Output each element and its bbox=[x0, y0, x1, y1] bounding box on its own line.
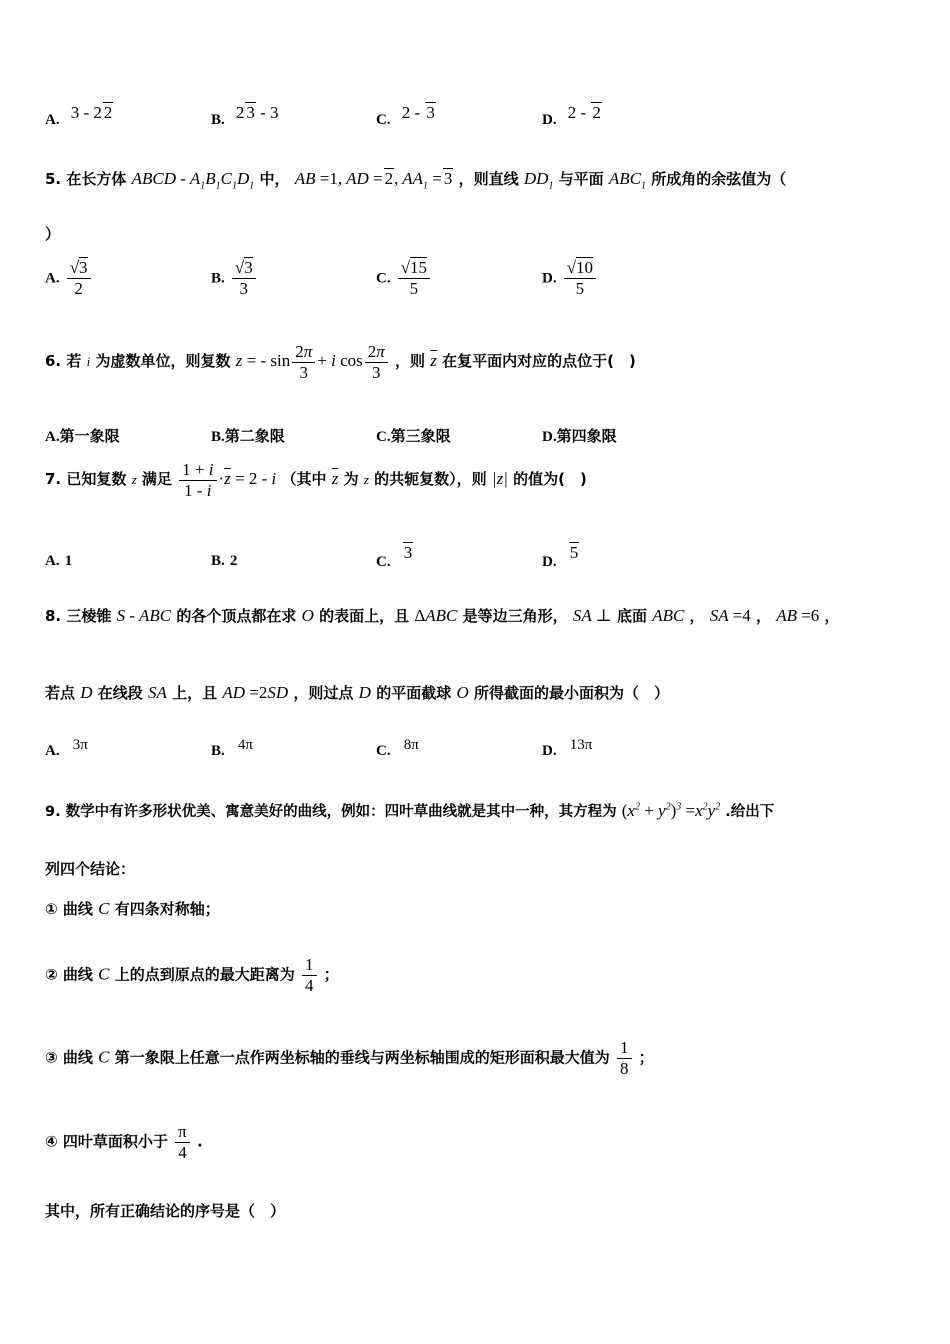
q7-option-c: C. 3 bbox=[376, 543, 413, 570]
q8-option-a: A. 3π bbox=[45, 737, 88, 759]
q9-conclusion-2: ② 曲线 C 上的点到原点的最大距离为 $\frac{1}{4}$ ； bbox=[45, 955, 339, 995]
q6-option-a: A.第一象限 bbox=[45, 427, 120, 445]
q4-option-d-value: 2 - 2 bbox=[567, 103, 601, 122]
q6-option-c: C.第三象限 bbox=[376, 427, 451, 445]
q6-option-d: D.第四象限 bbox=[542, 427, 617, 445]
q5-option-a: A. $\frac{√3}{2}$ bbox=[45, 258, 93, 298]
q4-option-d: D. 2 - 2 bbox=[542, 103, 601, 128]
question-8: 8. 三棱锥 S - ABC 的各个顶点都在求 O 的表面上，且 ΔABC 是等边三角形， SA ⊥ 底面 ABC ， SA =4 ， AB =6 ， bbox=[45, 606, 840, 625]
q4-option-a-value: 3 - 2 2 bbox=[70, 103, 113, 122]
q5-option-c: C. $\frac{√15}{5}$ bbox=[376, 258, 432, 298]
q4-option-b-value: 2 3 - 3 bbox=[235, 103, 279, 122]
q4-option-c-value: 2 - 3 bbox=[401, 103, 435, 122]
q5-solid: ABCD - $A_1B_1C_1D_1$ bbox=[131, 169, 255, 192]
q7-option-d-value: 5 bbox=[569, 543, 579, 562]
question-7: 7. 已知复数 z 满足 $\frac{1 + i}{1 - i}$ $\cdot\overline{z} = 2 - i$ （其中 $\overline{z}$ 为 z 的共轭复数），则 |z| 的值为( ) bbox=[45, 460, 587, 500]
question-8-line-2: 若点 D 在线段 SA 上，且 AD =2SD ，则过点 D 的平面截球 O 所得截面的最小面积为（ ） bbox=[45, 683, 669, 702]
q6-formula: z = - sin $\frac{2\pi}{3}$ + i cos $\frac{2\pi}{3}$ bbox=[236, 351, 390, 370]
question-5: 5. 在长方体 ABCD - $A_1B_1C_1D_1$ 中， AB =1, AD = 2, $AA_1 = 3$ ，则直线 $DD_1$ 与平面 $ABC_1$ 所成角的余弦值为（ bbox=[45, 169, 787, 192]
q5-option-b: B. $\frac{√3}{3}$ bbox=[211, 258, 258, 298]
q7-option-c-value: 3 bbox=[403, 543, 413, 562]
q9-equation: $(x^2 + y^2)^3 =x^2y^2$ bbox=[621, 801, 721, 820]
q9-intro-cont: 列四个结论： bbox=[45, 860, 136, 878]
q8-option-d: D. 13π bbox=[542, 737, 593, 759]
q5-option-d: D. $\frac{√10}{5}$ bbox=[542, 258, 598, 298]
q6-option-b: B.第二象限 bbox=[211, 427, 285, 445]
q7-option-d: D. 5 bbox=[542, 543, 579, 570]
q9-conclusion-4: ④ 四叶草面积小于 $\frac{\pi}{4}$ . bbox=[45, 1122, 203, 1162]
q7-option-b: B. 2 bbox=[211, 553, 238, 569]
question-6: 6. 若 i 为虚数单位，则复数 z = - sin $\frac{2\pi}{3}$ + i cos $\frac{2\pi}{3}$ ，则 $\overline{z}$ 在复平面内对应的点位于( ) bbox=[45, 342, 636, 382]
q4-option-c: C. 2 - 3 bbox=[376, 103, 435, 128]
q7-formula: $\frac{1 + i}{1 - i}$ $\cdot\overline{z} = 2 - i$ bbox=[177, 469, 276, 488]
q9-question: 其中，所有正确结论的序号是（ ） bbox=[45, 1202, 286, 1220]
q9-conclusion-3: ③ 曲线 C 第一象限上任意一点作两坐标轴的垂线与两坐标轴围成的矩形面积最大值为 $\frac{1}{8}$ ； bbox=[45, 1038, 654, 1078]
question-9: 9. 数学中有许多形状优美、寓意美好的曲线，例如：四叶草曲线就是其中一种，其方程为 $(x^2 + y^2)^3 =x^2y^2$ .给出下 bbox=[45, 801, 775, 820]
q8-option-c: C. 8π bbox=[376, 737, 419, 759]
q5-close-paren: ） bbox=[45, 225, 61, 243]
q5-conditions: AB =1, AD = 2, $AA_1 = 3$ bbox=[294, 169, 453, 192]
q4-option-a: A. 3 - 2 2 bbox=[45, 103, 113, 128]
q4-option-b: B. 2 3 - 3 bbox=[211, 103, 279, 128]
q7-option-a: A. 1 bbox=[45, 553, 73, 569]
q8-option-b: B. 4π bbox=[211, 737, 253, 759]
q9-conclusion-1: ① 曲线 C 有四条对称轴； bbox=[45, 899, 220, 918]
